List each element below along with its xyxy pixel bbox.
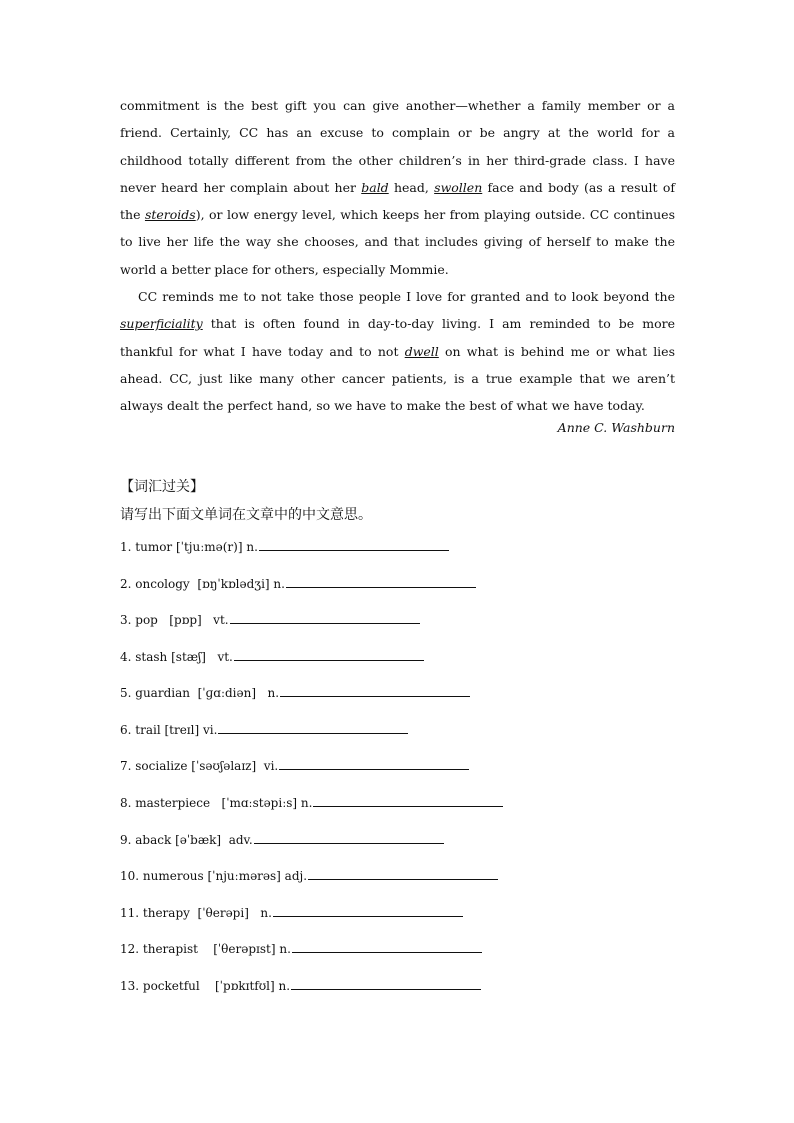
- passage-paragraph-1: [120, 92, 675, 283]
- highlighted-word-swollen: swollen: [434, 179, 483, 195]
- vocab-item: 8. masterpiece [ˈmɑːstəpiːs] n.: [120, 792, 680, 812]
- passage-text: CC reminds me to not take those people I love for granted and to look beyond the: [138, 289, 675, 305]
- instruction-text: 请写出下面文单词在文章中的中文意思。: [120, 507, 372, 523]
- answer-blank[interactable]: [291, 975, 481, 990]
- passage-text: head,: [388, 179, 435, 195]
- vocab-item: 4. stash [stæʃ] vt.: [120, 646, 680, 666]
- passage-text: that is often found in day-to-day living. I am reminded to be more thankful for what I have today and to not: [120, 316, 675, 359]
- answer-blank[interactable]: [230, 609, 420, 624]
- vocab-item: 1. tumor [ˈtjuːmə(r)] n.: [120, 536, 680, 556]
- answer-blank[interactable]: [259, 536, 449, 551]
- author-signature: Anne C. Washburn: [557, 420, 675, 435]
- highlighted-word-steroids: steroids: [144, 207, 196, 223]
- vocab-item: 9. aback [əˈbæk] adv.: [120, 829, 680, 849]
- answer-blank[interactable]: [234, 646, 424, 661]
- answer-blank[interactable]: [279, 755, 469, 770]
- vocab-item: 12. therapist [ˈθerəpɪst] n.: [120, 938, 680, 958]
- reading-passage: [120, 92, 675, 420]
- answer-blank[interactable]: [280, 682, 470, 697]
- answer-blank[interactable]: [273, 902, 463, 917]
- answer-blank[interactable]: [286, 573, 476, 588]
- vocab-item: 5. guardian [ˈɡɑːdiən] n.: [120, 682, 680, 702]
- answer-blank[interactable]: [308, 865, 498, 880]
- vocab-item: 10. numerous [ˈnjuːmərəs] adj.: [120, 865, 680, 885]
- vocab-item: 11. therapy [ˈθerəpi] n.: [120, 902, 680, 922]
- passage-text: ), or low energy level, which keeps her from playing outside. CC continues to live her life the way she chooses, and that includes giving of herself to make the world a better place for others, especially Mommie.: [120, 207, 675, 277]
- highlighted-word-dwell: dwell: [404, 343, 439, 359]
- vocab-item: 3. pop [pɒp] vt.: [120, 609, 680, 629]
- highlighted-word-superficiality: superficiality: [120, 316, 203, 332]
- vocab-item: 7. socialize [ˈsəʊʃəlaɪz] vi.: [120, 755, 680, 775]
- passage-text: on what is behind me or what lies ahead. CC, just like many other cancer patients, is a true example that we aren’t always dealt the perfect hand, so we have to make the best of what we have today.: [120, 343, 675, 414]
- answer-blank[interactable]: [218, 719, 408, 734]
- passage-paragraph-2: [120, 283, 675, 419]
- section-title: 【词汇过关】: [120, 479, 204, 495]
- vocab-item: 6. trail [treɪl] vi.: [120, 719, 680, 739]
- vocab-item: 2. oncology [ɒŋˈkɒlədʒi] n.: [120, 573, 680, 593]
- answer-blank[interactable]: [254, 829, 444, 844]
- highlighted-word-bald: bald: [361, 179, 389, 195]
- passage-text: face and body (as a result of the: [120, 179, 676, 223]
- vocab-item: 13. pocketful [ˈpɒkɪtfʊl] n.: [120, 975, 680, 995]
- answer-blank[interactable]: [292, 938, 482, 953]
- answer-blank[interactable]: [313, 792, 503, 807]
- passage-text: commitment is the best gift you can give another—whether a family member or a friend. Certainly, CC has an excuse to complain or be angry at the world for a childhood totally different from the other children’s in her third-grade class. I have never heard her complain about her: [120, 98, 675, 195]
